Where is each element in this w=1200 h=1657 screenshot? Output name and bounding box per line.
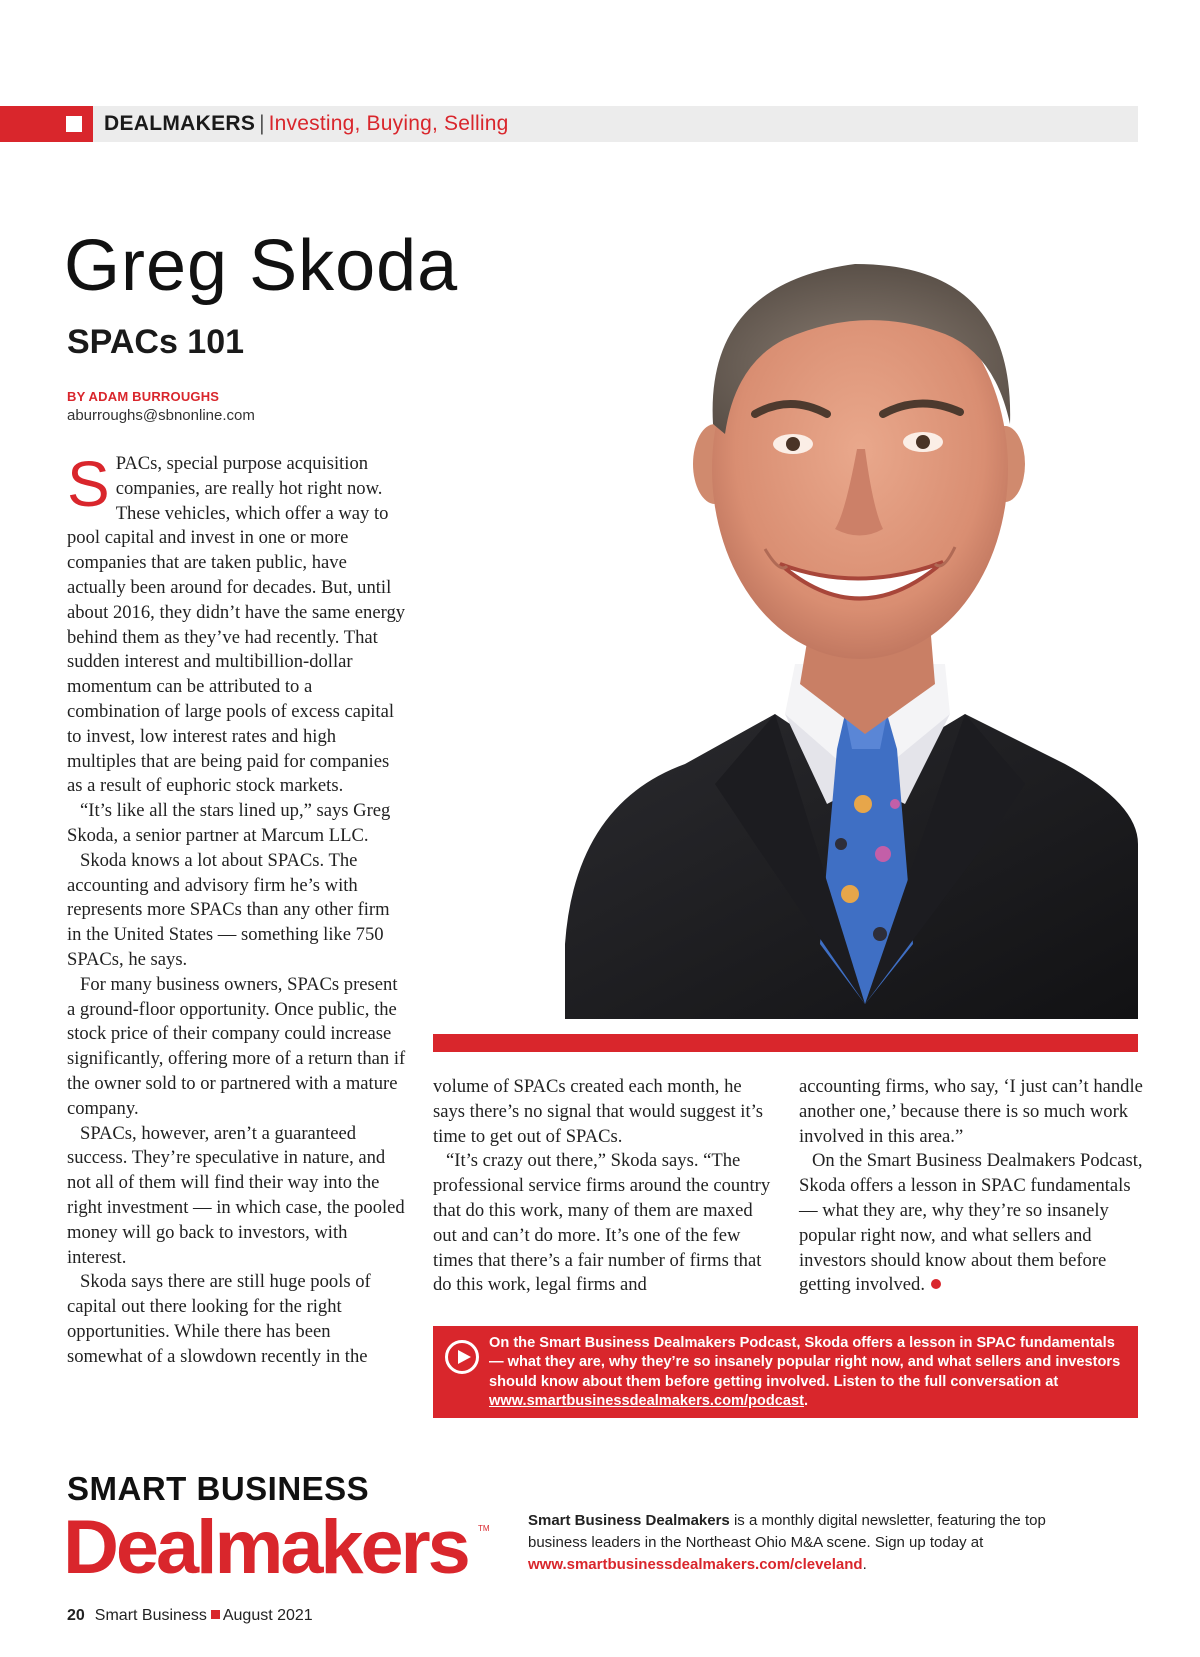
paragraph: “It’s crazy out there,” Skoda says. “The professional service firms around the country that do this work, many of them are maxed out and can’t do more. It’s one of the few times that there’s a fair number of firms that do this work, legal firms and — [433, 1150, 771, 1296]
article-subtitle: SPACs 101 — [67, 323, 245, 361]
drop-cap: S — [67, 448, 110, 520]
article-title: Greg Skoda — [64, 226, 459, 306]
paragraph: Skoda knows a lot about SPACs. The accounting and advisory firm he’s with represents more SPACs than any other firm in the United States — something like 750 SPACs, he says. — [67, 849, 390, 970]
page-number: 20 — [67, 1607, 85, 1624]
logo-trademark: TM — [478, 1524, 490, 1533]
paragraph: SPACs, however, aren’t a guaranteed success. They’re speculative in nature, and not all of them will find their way into the right investment — in which case, the pooled money will go back to investors, with interest. — [67, 1122, 405, 1268]
article-column-3 — [799, 1075, 1144, 1298]
newsletter-blurb: Smart Business Dealmakers is a monthly digital newsletter, featuring the top business leaders in the Northeast Ohio M&A scene. Sign up today at www.smartbusinessdealmakers.com/cleveland. — [528, 1512, 1046, 1573]
end-mark-icon — [931, 1279, 941, 1289]
paragraph: On the Smart Business Dealmakers Podcast, Skoda offers a lesson in SPAC fundamentals — what they are, why they’re so insanely popular right now, and what sellers and investors should know about them before getting involved. — [799, 1150, 1143, 1296]
paragraph: S PACs, special purpose acquisition companies, are really hot right now. These vehicles, which offer a way to pool capital and invest in one or more companies that are taken public, have actually been around for decades. But, until about 2016, they didn’t have the same energy behind them as they’ve had recently. That sudden interest and multibillion-dollar momentum can be attributed to a combination of large pools of excess capital to invest, low interest rates and high multiples that are being paid for companies as a result of euphoric stock markets. — [67, 448, 406, 797]
article-column-2 — [433, 1075, 778, 1298]
issue-date: August 2021 — [222, 1607, 313, 1624]
page-footer — [67, 1606, 313, 1626]
paragraph: For many business owners, SPACs present a ground-floor opportunity. Once public, the stock price of their company could increase significantly, offering more of a return than if the owner sold to or partnered with a mature company. — [67, 973, 406, 1119]
paragraph: volume of SPACs created each month, he says there’s no signal that would suggest it’s time to get out of SPACs. — [433, 1076, 764, 1147]
logo-dealmakers: Dealmakers — [63, 1505, 468, 1590]
podcast-callout — [433, 1326, 1138, 1418]
section-label — [104, 111, 508, 137]
article-column-1 — [67, 448, 407, 1369]
footer-square-icon — [211, 1610, 220, 1619]
author-email[interactable]: aburroughs@sbnonline.com — [67, 407, 255, 424]
red-rule-divider — [433, 1034, 1138, 1052]
paragraph: “It’s like all the stars lined up,” says Greg Skoda, a senior partner at Marcum LLC. — [67, 800, 391, 846]
section-separator: | — [259, 112, 265, 135]
byline: BY ADAM BURROUGHS — [67, 389, 220, 404]
paragraph: accounting firms, who say, ‘I just can’t handle another one,’ because there is so much work involved in this area.” — [799, 1076, 1143, 1147]
logo-smart-business: SMART BUSINESS — [67, 1470, 370, 1507]
section-name: DEALMAKERS — [104, 112, 256, 135]
portrait-photo — [565, 244, 1138, 1019]
section-square-icon — [66, 116, 82, 132]
newsletter-link[interactable]: www.smartbusinessdealmakers.com/cleveland — [528, 1556, 863, 1573]
paragraph: Skoda says there are still huge pools of capital out there looking for the right opportunities. While there has been somewhat of a slowdown recently in the — [67, 1271, 371, 1367]
podcast-link[interactable]: www.smartbusinessdealmakers.com/podcast — [489, 1393, 804, 1410]
publication-name: Smart Business — [94, 1607, 207, 1624]
play-icon[interactable] — [445, 1340, 479, 1374]
podcast-callout-text: On the Smart Business Dealmakers Podcast, Skoda offers a lesson in SPAC fundamentals — what they are, why they’re so insanely popular right now, and what sellers and investors should know about them before getting involved. Listen to the full conversation at www.smartbusinessdealmakers.com/podcast. — [489, 1335, 1121, 1410]
section-subtitle: Investing, Buying, Selling — [268, 112, 509, 135]
